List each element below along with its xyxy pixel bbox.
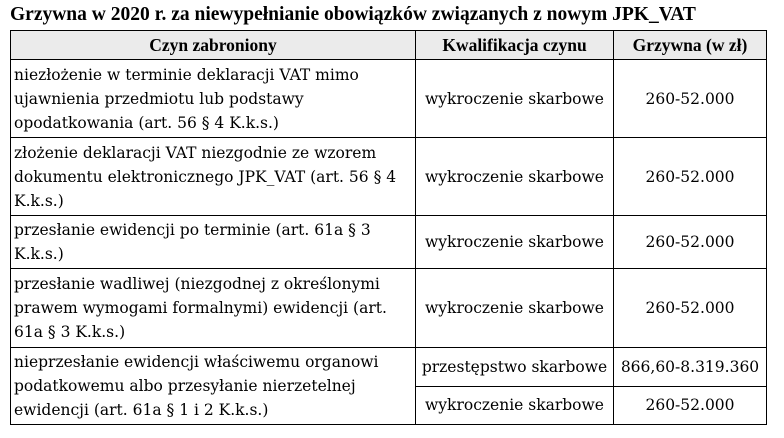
qualification-cell: wykroczenie skarbowe bbox=[416, 269, 614, 348]
act-cell: nieprzesłanie ewidencji właściwemu organowi podatkowemu albo przesyłanie nierzetelnej ewidencji (art. 61a § 1 i 2 K.k.s.) bbox=[11, 348, 416, 425]
fine-cell: 260-52.000 bbox=[614, 386, 767, 425]
act-cell: przesłanie wadliwej (niezgodnej z określonymi prawem wymogami formalnymi) ewidencji (art. 61a § 3 K.k.s.) bbox=[11, 269, 416, 348]
header-fine: Grzywna (w zł) bbox=[614, 31, 767, 60]
table-row bbox=[11, 348, 767, 387]
act-cell: złożenie deklaracji VAT niezgodnie ze wzorem dokumentu elektronicznego JPK_VAT (art. 56 § 4 K.k.s.) bbox=[11, 138, 416, 216]
qualification-cell: wykroczenie skarbowe bbox=[416, 386, 614, 425]
header-qualification: Kwalifikacja czynu bbox=[416, 31, 614, 60]
fine-cell: 866,60-8.319.360 bbox=[614, 348, 767, 387]
act-cell: przesłanie ewidencji po terminie (art. 61a § 3 K.k.s.) bbox=[11, 216, 416, 269]
act-cell: niezłożenie w terminie deklaracji VAT mimo ujawnienia przedmiotu lub podstawy opodatkowania (art. 56 § 4 K.k.s.) bbox=[11, 60, 416, 138]
table-header-row bbox=[11, 31, 767, 60]
fine-cell: 260-52.000 bbox=[614, 269, 767, 348]
header-act: Czyn zabroniony bbox=[11, 31, 416, 60]
fines-table bbox=[10, 30, 767, 425]
qualification-cell: wykroczenie skarbowe bbox=[416, 138, 614, 216]
fine-cell: 260-52.000 bbox=[614, 60, 767, 138]
table-row bbox=[11, 60, 767, 138]
table-row bbox=[11, 216, 767, 269]
fine-cell: 260-52.000 bbox=[614, 216, 767, 269]
qualification-cell: wykroczenie skarbowe bbox=[416, 216, 614, 269]
qualification-cell: wykroczenie skarbowe bbox=[416, 60, 614, 138]
document-title: Grzywna w 2020 r. za niewypełnianie obowiązków związanych z nowym JPK_VAT bbox=[10, 4, 696, 25]
qualification-cell: przestępstwo skarbowe bbox=[416, 348, 614, 387]
fine-cell: 260-52.000 bbox=[614, 138, 767, 216]
table-row bbox=[11, 138, 767, 216]
table-row bbox=[11, 269, 767, 348]
